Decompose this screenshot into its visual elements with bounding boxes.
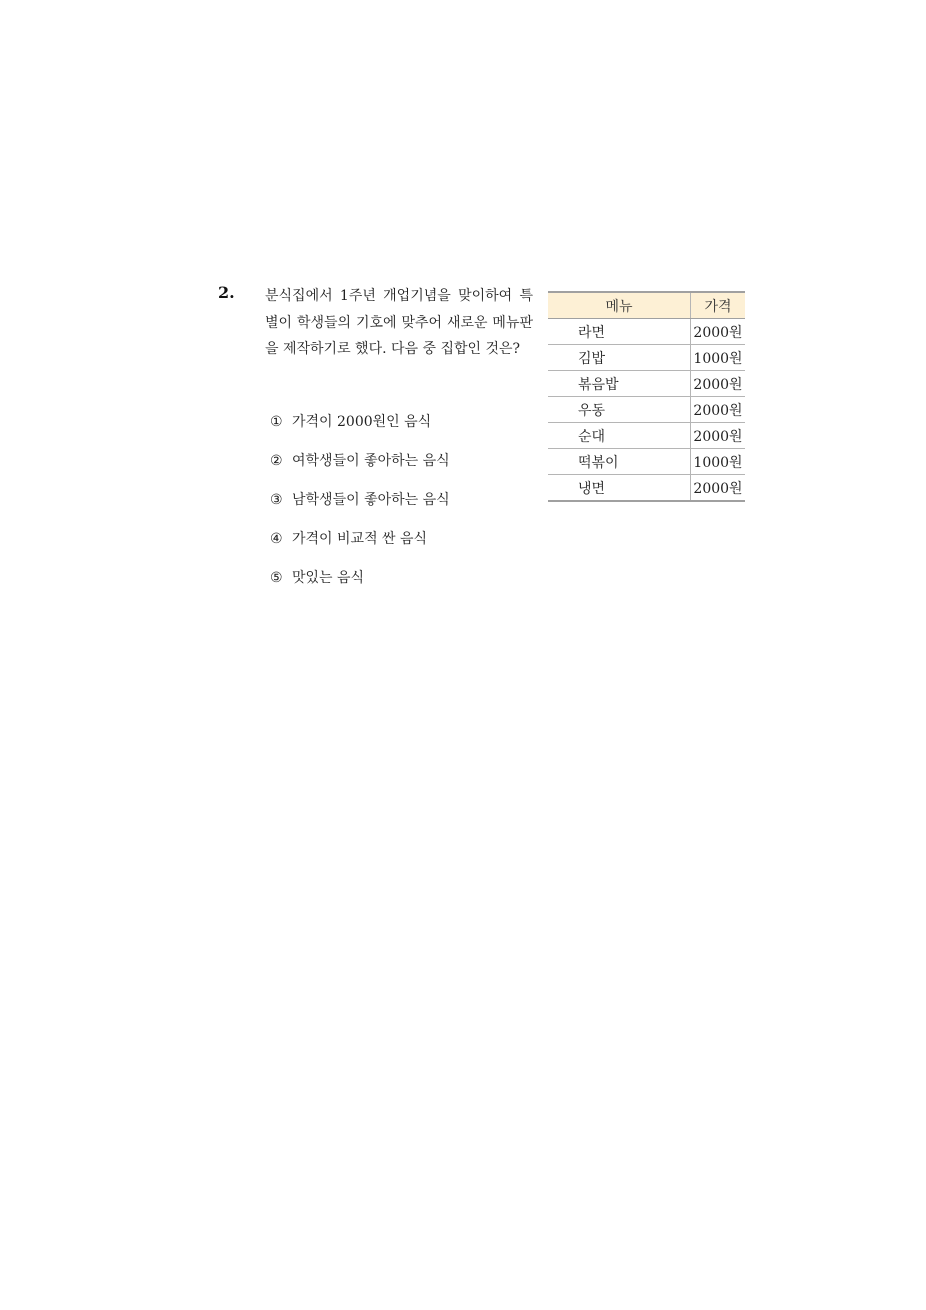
price-cell: 2000원	[691, 397, 746, 423]
choice-text: 여학생들이 좋아하는 음식	[292, 453, 450, 469]
menu-cell: 우동	[548, 397, 691, 423]
question-number: 2.	[218, 283, 235, 302]
price-cell: 2000원	[691, 319, 746, 345]
choice-marker: ⑤	[270, 570, 283, 586]
choice-text: 남학생들이 좋아하는 음식	[292, 492, 450, 508]
table-header-row	[548, 292, 745, 319]
menu-cell: 냉면	[548, 475, 691, 502]
table-row	[548, 397, 745, 423]
header-menu: 메뉴	[548, 292, 691, 319]
price-cell: 1000원	[691, 345, 746, 371]
choice-marker: ①	[270, 414, 283, 430]
choice-2[interactable]	[270, 449, 450, 488]
choice-1[interactable]	[270, 410, 450, 449]
price-cell: 2000원	[691, 475, 746, 502]
table-row	[548, 319, 745, 345]
choice-text: 가격이 비교적 싼 음식	[292, 531, 428, 547]
menu-cell: 볶음밥	[548, 371, 691, 397]
table-row	[548, 449, 745, 475]
choice-marker: ③	[270, 492, 283, 508]
table-row	[548, 345, 745, 371]
choice-4[interactable]	[270, 527, 450, 566]
menu-price-table	[548, 291, 745, 502]
price-cell: 1000원	[691, 449, 746, 475]
choice-marker: ④	[270, 531, 283, 547]
menu-cell: 순대	[548, 423, 691, 449]
price-cell: 2000원	[691, 371, 746, 397]
header-price: 가격	[691, 292, 746, 319]
table-row	[548, 371, 745, 397]
choice-text: 가격이 2000원인 음식	[292, 414, 432, 430]
answer-choices	[270, 410, 450, 605]
choice-3[interactable]	[270, 488, 450, 527]
question-stem: 분식집에서 1주년 개업기념을 맞이하여 특별이 학생들의 기호에 맞추어 새로운 메뉴판을 제작하기로 했다. 다음 중 집합인 것은?	[265, 288, 533, 357]
menu-cell: 라면	[548, 319, 691, 345]
choice-5[interactable]	[270, 566, 450, 605]
menu-cell: 김밥	[548, 345, 691, 371]
price-cell: 2000원	[691, 423, 746, 449]
table-row	[548, 423, 745, 449]
table-row	[548, 475, 745, 502]
choice-text: 맛있는 음식	[292, 570, 365, 586]
choice-marker: ②	[270, 453, 283, 469]
menu-cell: 떡볶이	[548, 449, 691, 475]
